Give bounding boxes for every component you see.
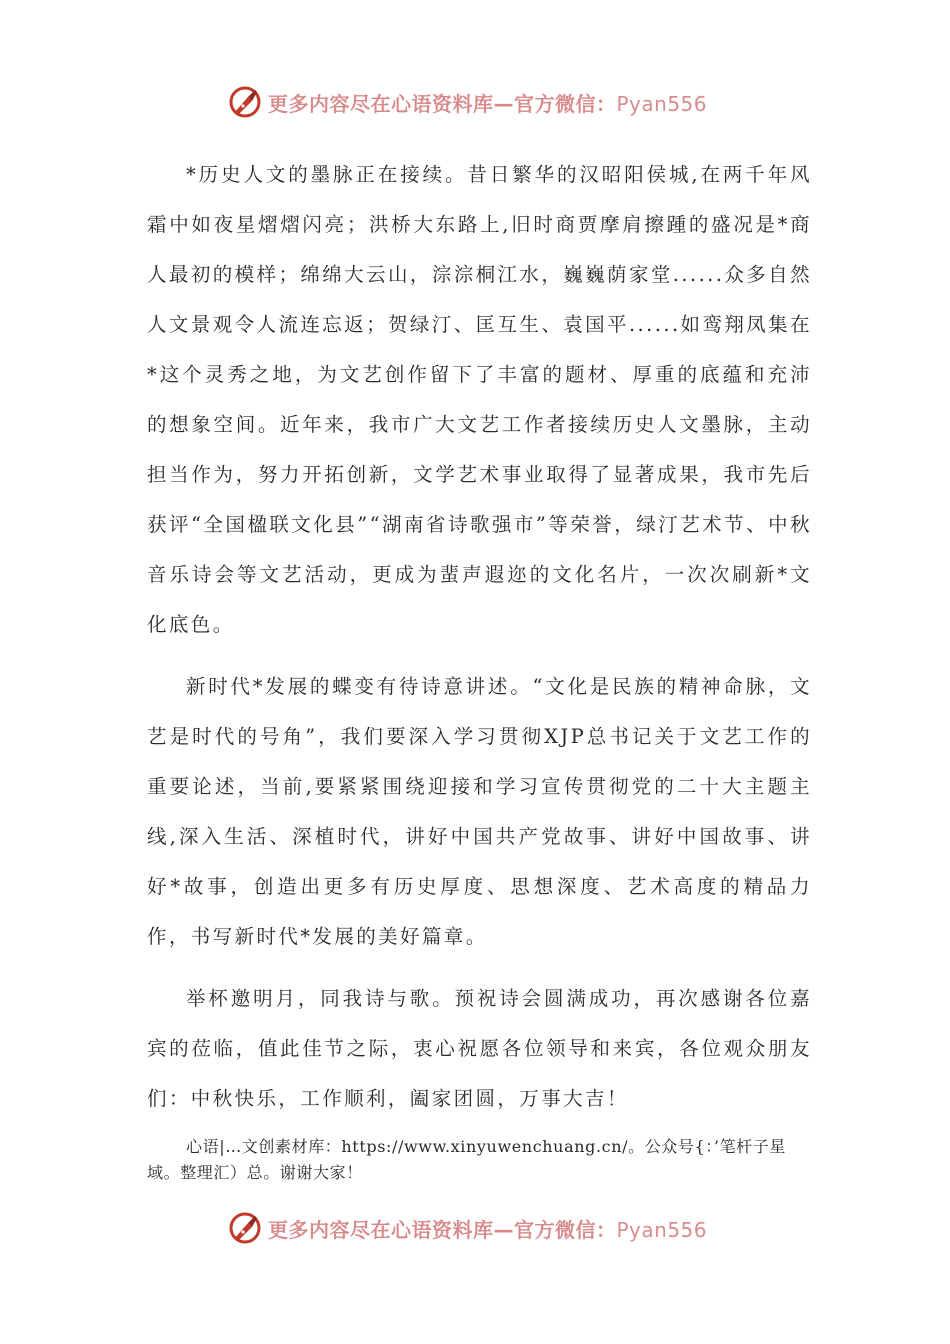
footer-banner: [228, 1208, 748, 1248]
pen-nib-logo-icon: [228, 1211, 262, 1245]
footer-banner-text: 更多内容尽在心语资料库—官方微信：Pyan556: [268, 1217, 708, 1242]
paragraph-2: 新时代*发展的蝶变有待诗意讲述。“文化是民族的精神命脉，文艺是时代的号角”，我们要深入学习贯彻XJP总书记关于文艺工作的重要论述，当前,要紧紧围绕迎接和学习宣传贯彻党的二十大主题主线,深入生活、深植时代，讲好中国共产党故事、讲好中国故事、讲好*故事，创造出更多有历史厚度、思想深度、艺术高度的精品力作，书写新时代*发展的美好篇章。: [147, 675, 812, 948]
document-body: [147, 150, 812, 1186]
wechat-id: Pyan556: [616, 1217, 708, 1242]
header-banner: [228, 82, 748, 122]
wechat-id: Pyan556: [616, 91, 708, 116]
footnote-source: 心语|…文创素材库：https://www.xinyuwenchuang.cn/。公众号{：’笔杆子星域。整理汇）总。谢谢大家！: [147, 1137, 786, 1182]
header-banner-text: 更多内容尽在心语资料库—官方微信：Pyan556: [268, 91, 708, 116]
paragraph-3: 举杯邀明月，同我诗与歌。预祝诗会圆满成功，再次感谢各位嘉宾的莅临，值此佳节之际，衷心祝愿各位领导和来宾，各位观众朋友们：中秋快乐，工作顺利，阖家团圆，万事大吉！: [147, 987, 812, 1110]
paragraph-1: *历史人文的墨脉正在接续。昔日繁华的汉昭阳侯城,在两千年风霜中如夜星熠熠闪亮；洪桥大东路上,旧时商贾摩肩擦踵的盛况是*商人最初的模样；绵绵大云山，淙淙桐江水，巍巍荫家堂......众多自然人文景观令人流连忘返；贺绿汀、匡互生、袁国平......如鸾翔凤集在*这个灵秀之地，为文艺创作留下了丰富的题材、厚重的底蕴和充沛的想象空间。近年来，我市广大文艺工作者接续历史人文墨脉，主动担当作为，努力开拓创新，文学艺术事业取得了显著成果，我市先后获评“全国楹联文化县”“湖南省诗歌强市”等荣誉，绿汀艺术节、中秋音乐诗会等文艺活动，更成为蜚声遐迩的文化名片，一次次刷新*文化底色。: [147, 163, 812, 636]
pen-nib-logo-icon: [228, 85, 262, 119]
